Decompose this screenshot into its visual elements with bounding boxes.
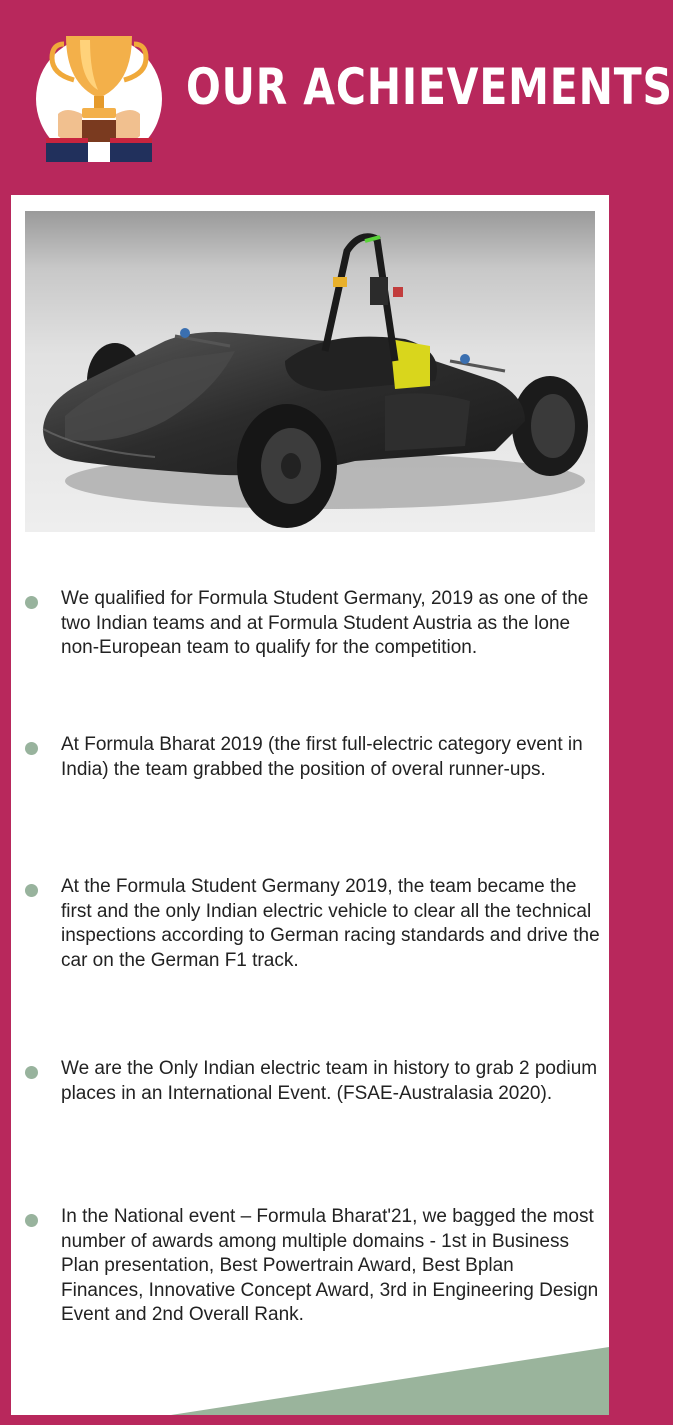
race-car-image: [25, 211, 595, 532]
achievement-text: At the Formula Student Germany 2019, the team became the first and the only Indian electric vehicle to clear all the technical inspections according to German racing standards and drive the car on the German F1 track.: [61, 876, 600, 971]
achievement-text: We are the Only Indian electric team in history to grab 2 podium places in an International Event. (FSAE-Australasia 2020).: [61, 1058, 598, 1104]
bullet-icon: [25, 742, 38, 755]
achievements-card: [11, 195, 609, 1415]
bullet-icon: [25, 596, 38, 609]
achievement-text: At Formula Bharat 2019 (the first full-electric category event in India) the team grabbed the position of overal runner-ups.: [61, 734, 583, 780]
page-title: OUR ACHIEVEMENTS: [186, 58, 673, 116]
bullet-icon: [25, 1214, 38, 1227]
achievement-text: In the National event – Formula Bharat'21, we bagged the most number of awards among multiple domains - 1st in Business Plan presentation, Best Powertrain Award, Best Bplan Finances, Innovative Concept Award, 3rd in Engineering Design Event and 2nd Overall Rank.: [61, 1206, 599, 1325]
bullet-icon: [25, 884, 38, 897]
bullet-icon: [25, 1066, 38, 1079]
trophy-icon: [36, 36, 162, 162]
page-header: [0, 0, 673, 195]
achievement-text: We qualified for Formula Student Germany, 2019 as one of the two Indian teams and at Formula Student Austria as the lone non-European team to qualify for the competition.: [61, 588, 589, 658]
